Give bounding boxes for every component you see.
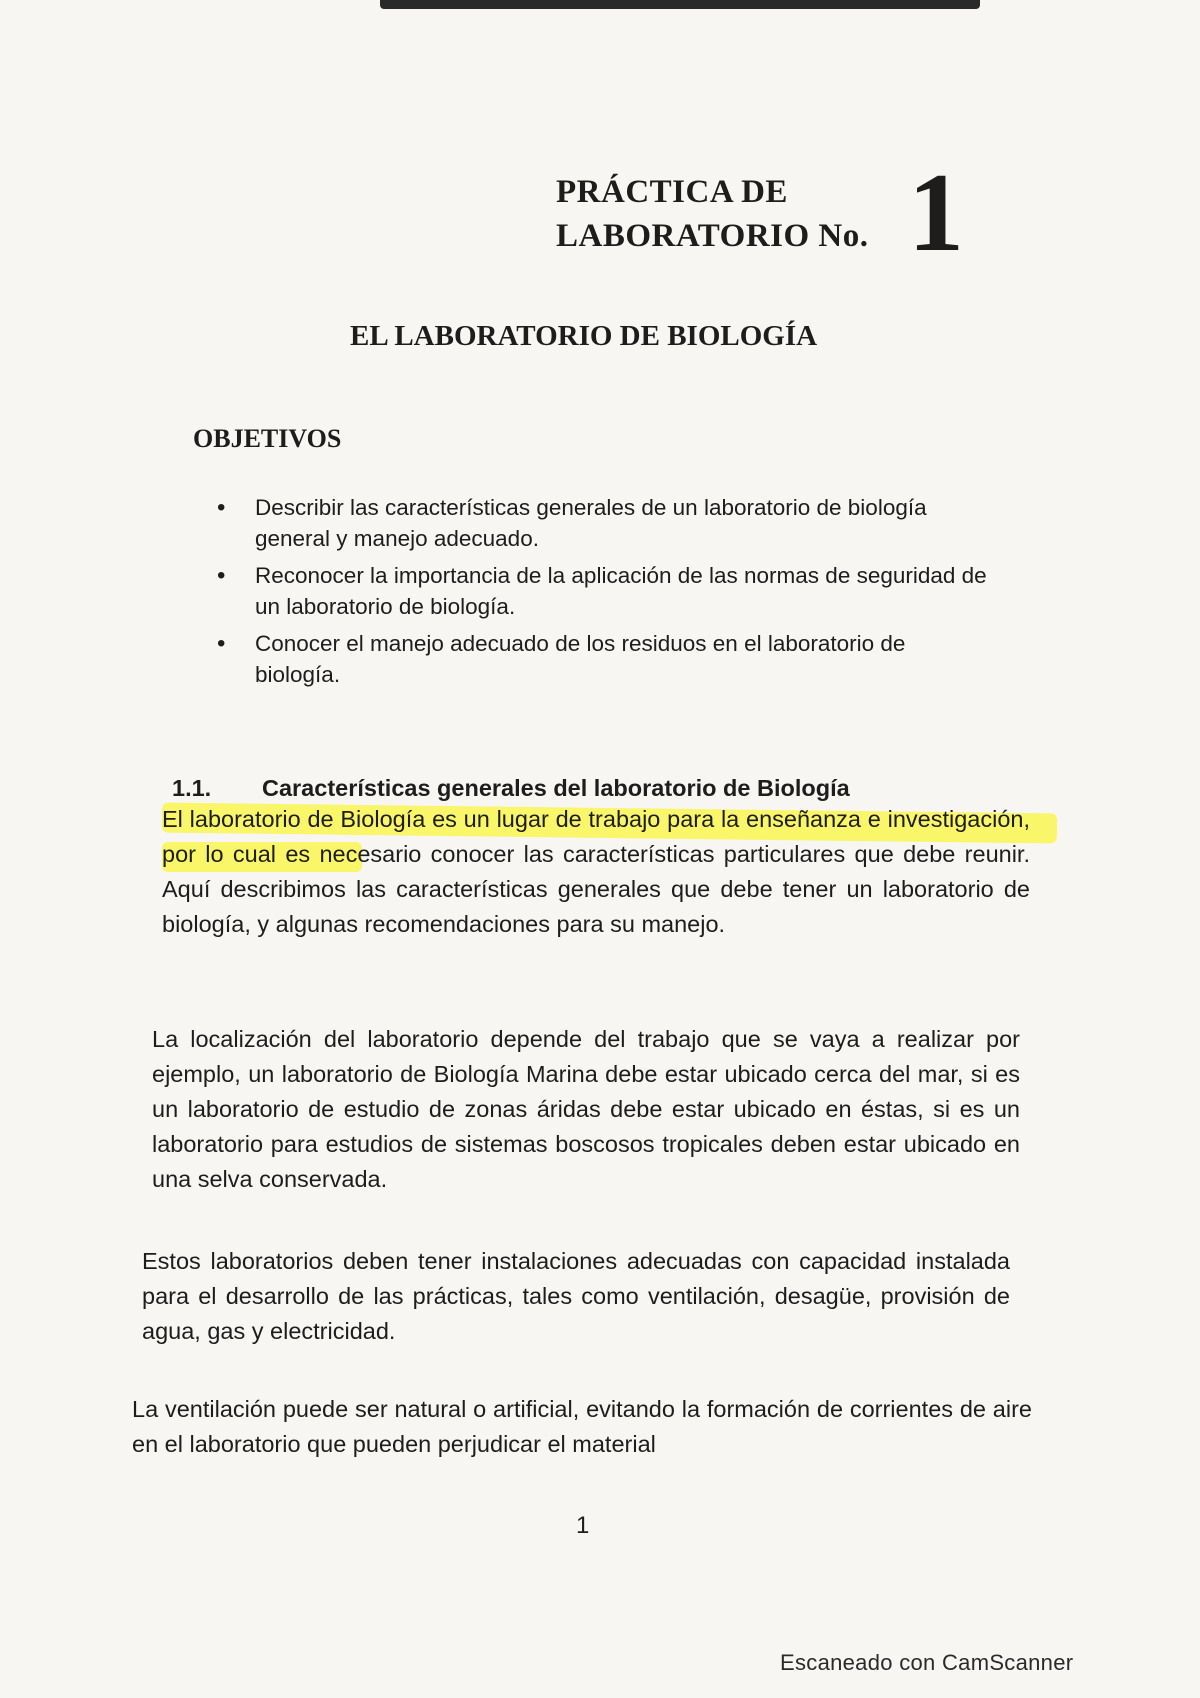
title-line-1: PRÁCTICA DE	[556, 174, 788, 210]
subsection-number: 1.1.	[172, 775, 212, 801]
paragraph-facilities: Estos laboratorios deben tener instalaciones adecuadas con capacidad instalada para el desarrollo de las prácticas, tales como ventilación, desagüe, provisión de agua, gas y electricidad.	[142, 1248, 1010, 1344]
objectives-heading: OBJETIVOS	[193, 424, 342, 453]
paragraph-location: La localización del laboratorio depende del trabajo que se vaya a realizar por ejemplo, un laboratorio de Biología Marina debe estar ubicado cerca del mar, si es un laboratorio de estudio de zonas áridas debe estar ubicado en éstas, si es un laboratorio para estudios de sistemas boscosos tropicales deben estar ubicado en una selva conservada.	[152, 1026, 1020, 1192]
objective-text: Reconocer la importancia de la aplicación de las normas de seguridad de un laboratorio de biología.	[255, 563, 987, 619]
paragraph-ventilation: La ventilación puede ser natural o artificial, evitando la formación de corrientes de aire en el laboratorio que pueden perjudicar el material	[132, 1396, 1032, 1457]
objective-text: Conocer el manejo adecuado de los residuos en el laboratorio de biología.	[255, 631, 906, 687]
page-title	[556, 170, 869, 258]
objective-text: Describir las características generales de un laboratorio de biología general y manejo adecuado.	[255, 495, 927, 551]
bullet-icon: •	[217, 630, 226, 657]
page-number: 1	[576, 1512, 590, 1539]
scan-top-edge	[380, 0, 980, 9]
subsection-title: Características generales del laboratorio de Biología	[262, 775, 850, 801]
scanner-watermark: Escaneado con CamScanner	[780, 1650, 1074, 1675]
objective-item	[215, 628, 995, 690]
objective-item	[215, 560, 995, 622]
subsection-heading	[172, 775, 1032, 802]
bullet-icon: •	[217, 562, 226, 589]
paragraph-intro: El laboratorio de Biología es un lugar de trabajo para la enseñanza e investigación, por lo cual es necesario conocer las características particulares que debe reunir. Aquí describimos las características generales que debe tener un laboratorio de biología, y algunas recomendaciones para su manejo.	[162, 806, 1030, 937]
chapter-number: 1	[908, 151, 964, 275]
section-title: EL LABORATORIO DE BIOLOGÍA	[350, 320, 818, 352]
bullet-icon: •	[217, 494, 226, 521]
objective-item	[215, 492, 995, 554]
objectives-list	[215, 492, 995, 696]
title-line-2: LABORATORIO No.	[556, 218, 869, 254]
